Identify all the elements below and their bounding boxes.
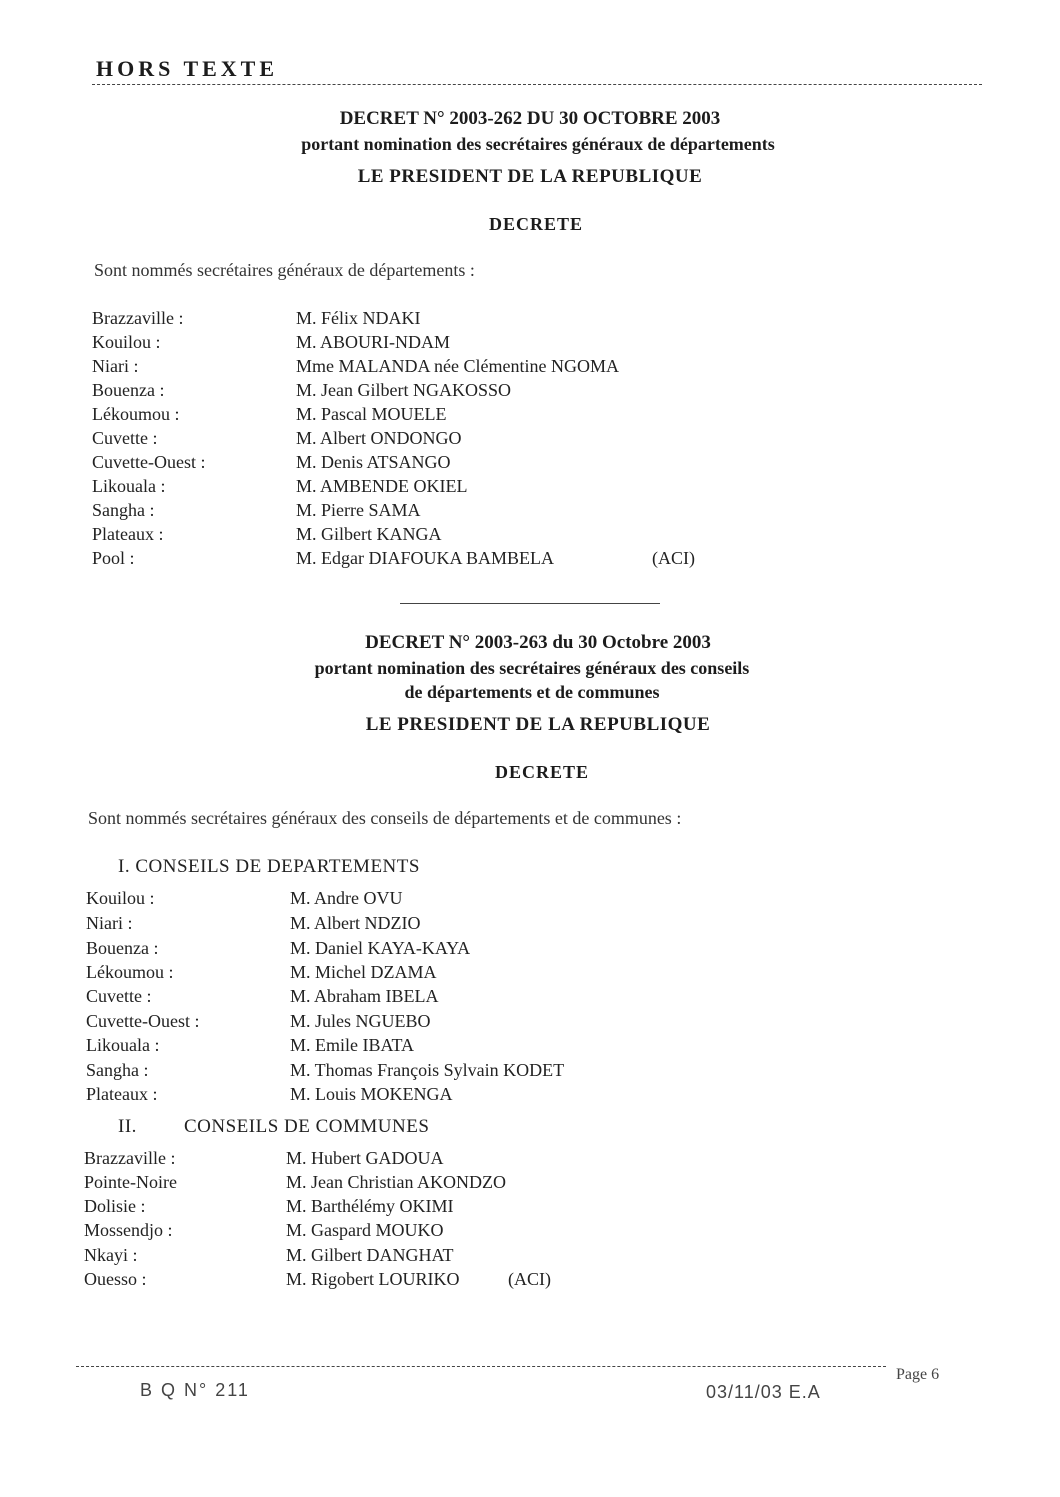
decree2-subtitle-2: de départements et de communes bbox=[404, 682, 660, 702]
decree1-title: DECRET N° 2003-262 DU 30 OCTOBRE 2003 bbox=[339, 108, 721, 129]
official-name: M. Pierre SAMA bbox=[296, 500, 421, 520]
section-heading-communes: CONSEILS DE COMMUNES bbox=[184, 1116, 430, 1137]
department-label: Niari : bbox=[86, 913, 133, 933]
official-name: M. Thomas François Sylvain KODET bbox=[290, 1060, 565, 1080]
decree1-decrete: DECRETE bbox=[488, 214, 584, 234]
official-name: M. Pascal MOUELE bbox=[296, 404, 447, 424]
department-label: Bouenza : bbox=[86, 938, 159, 958]
header-rule bbox=[92, 84, 982, 85]
bulletin-number: B Q N° 211 bbox=[140, 1380, 250, 1400]
official-name: M. Michel DZAMA bbox=[290, 962, 437, 982]
official-name: M. Hubert GADOUA bbox=[286, 1148, 444, 1168]
footer-date: 03/11/03 E.A bbox=[706, 1382, 821, 1402]
department-label: Niari : bbox=[92, 356, 139, 376]
department-label: Sangha : bbox=[86, 1060, 149, 1080]
commune-label: Pointe-Noire bbox=[84, 1172, 177, 1192]
department-label: Bouenza : bbox=[92, 380, 165, 400]
section-number-communes: II. bbox=[118, 1116, 137, 1137]
department-label: Kouilou : bbox=[86, 888, 155, 908]
official-name: M. Jean Christian AKONDZO bbox=[286, 1172, 506, 1192]
aci-note: (ACI) bbox=[652, 548, 695, 568]
official-name: M. Denis ATSANGO bbox=[296, 452, 451, 472]
official-name: M. Gilbert DANGHAT bbox=[286, 1245, 454, 1265]
department-label: Plateaux : bbox=[86, 1084, 158, 1104]
commune-label: Brazzaville : bbox=[84, 1148, 176, 1168]
official-name: M. Emile IBATA bbox=[290, 1035, 415, 1055]
decree2-president: LE PRESIDENT DE LA REPUBLIQUE bbox=[365, 714, 711, 735]
department-label: Kouilou : bbox=[92, 332, 161, 352]
official-name: M. Rigobert LOURIKO bbox=[286, 1269, 460, 1289]
decree2-subtitle-1: portant nomination des secrétaires généraux des conseils bbox=[314, 658, 750, 678]
decree2-title: DECRET N° 2003-263 du 30 Octobre 2003 bbox=[365, 632, 711, 653]
official-name: M. Daniel KAYA-KAYA bbox=[290, 938, 471, 958]
department-label: Cuvette-Ouest : bbox=[86, 1011, 200, 1031]
official-name: M. Gaspard MOUKO bbox=[286, 1220, 444, 1240]
official-name: M. Albert NDZIO bbox=[290, 913, 421, 933]
department-label: Likouala : bbox=[92, 476, 166, 496]
official-name: M. Andre OVU bbox=[290, 888, 403, 908]
page-number: Page 6 bbox=[896, 1366, 940, 1383]
department-label: Brazzaville : bbox=[92, 308, 184, 328]
department-label: Sangha : bbox=[92, 500, 155, 520]
official-name: M. Edgar DIAFOUKA BAMBELA bbox=[296, 548, 554, 568]
department-label: Cuvette : bbox=[92, 428, 158, 448]
department-label: Lékoumou : bbox=[92, 404, 180, 424]
decree2-intro: Sont nommés secrétaires généraux des conseils de départements et de communes : bbox=[88, 808, 682, 828]
official-name: M. Barthélémy OKIMI bbox=[286, 1196, 454, 1216]
decree1-intro: Sont nommés secrétaires généraux de départements : bbox=[94, 260, 475, 280]
official-name: M. Albert ONDONGO bbox=[296, 428, 462, 448]
official-name: M. Gilbert KANGA bbox=[296, 524, 442, 544]
commune-label: Dolisie : bbox=[84, 1196, 146, 1216]
official-name: M. Jean Gilbert NGAKOSSO bbox=[296, 380, 511, 400]
department-label: Pool : bbox=[92, 548, 135, 568]
decree1-subtitle: portant nomination des secrétaires généraux de départements bbox=[301, 134, 775, 154]
section-divider bbox=[400, 603, 660, 604]
official-name: M. Jules NGUEBO bbox=[290, 1011, 431, 1031]
department-label: Plateaux : bbox=[92, 524, 164, 544]
department-label: Cuvette-Ouest : bbox=[92, 452, 206, 472]
footer-rule bbox=[76, 1366, 886, 1367]
commune-label: Mossendjo : bbox=[84, 1220, 173, 1240]
official-name: M. Abraham IBELA bbox=[290, 986, 439, 1006]
department-label: Lékoumou : bbox=[86, 962, 174, 982]
official-name: M. Louis MOKENGA bbox=[290, 1084, 453, 1104]
commune-label: Ouesso : bbox=[84, 1269, 147, 1289]
decree2-decrete: DECRETE bbox=[494, 762, 590, 782]
decree1-president: LE PRESIDENT DE LA REPUBLIQUE bbox=[357, 166, 703, 187]
department-label: Likouala : bbox=[86, 1035, 160, 1055]
department-label: Cuvette : bbox=[86, 986, 152, 1006]
official-name: M. AMBENDE OKIEL bbox=[296, 476, 468, 496]
official-name: Mme MALANDA née Clémentine NGOMA bbox=[296, 356, 619, 376]
aci-note: (ACI) bbox=[508, 1269, 551, 1289]
header-label: HORS TEXTE bbox=[96, 56, 279, 81]
official-name: M. Félix NDAKI bbox=[296, 308, 421, 328]
official-name: M. ABOURI-NDAM bbox=[296, 332, 451, 352]
section-heading-departements: I. CONSEILS DE DEPARTEMENTS bbox=[118, 856, 420, 877]
commune-label: Nkayi : bbox=[84, 1245, 138, 1265]
